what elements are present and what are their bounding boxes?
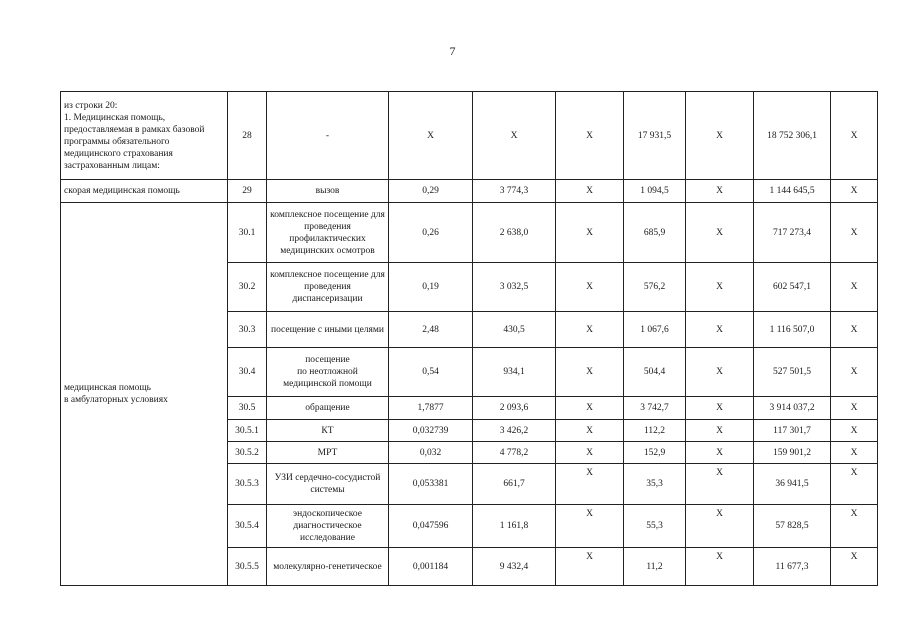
cell-value: X xyxy=(556,348,624,397)
cell-value: X xyxy=(686,548,754,586)
row-number: 30.5.2 xyxy=(228,442,267,464)
row-number: 30.5.3 xyxy=(228,464,267,505)
row-unit: УЗИ сердечно-сосудистой системы xyxy=(267,464,389,505)
cell-value: X xyxy=(686,442,754,464)
row-number: 28 xyxy=(228,92,267,180)
cell-value: 117 301,7 xyxy=(754,420,831,442)
cell-value: X xyxy=(831,505,878,548)
row-number: 30.5.4 xyxy=(228,505,267,548)
cell-value: X xyxy=(556,263,624,312)
cell-value: 152,9 xyxy=(624,442,686,464)
row-number: 30.5.5 xyxy=(228,548,267,586)
cell-value: X xyxy=(686,505,754,548)
cell-value: 2,48 xyxy=(389,312,473,348)
cell-value: 0,54 xyxy=(389,348,473,397)
cell-value: 1 144 645,5 xyxy=(754,180,831,203)
row-unit: КТ xyxy=(267,420,389,442)
row-unit: обращение xyxy=(267,397,389,420)
row-number: 30.4 xyxy=(228,348,267,397)
table-row xyxy=(61,203,878,263)
cell-value: 0,047596 xyxy=(389,505,473,548)
cell-value: 11 677,3 xyxy=(754,548,831,586)
cell-value: X xyxy=(831,263,878,312)
cell-value: X xyxy=(831,312,878,348)
cell-value: X xyxy=(831,203,878,263)
cell-value: X xyxy=(556,420,624,442)
cell-value: 504,4 xyxy=(624,348,686,397)
cell-value: 1,7877 xyxy=(389,397,473,420)
cell-value: 11,2 xyxy=(624,548,686,586)
row-number: 30.5 xyxy=(228,397,267,420)
row-unit: комплексное посещение для проведения диспансеризации xyxy=(267,263,389,312)
cell-value: 112,2 xyxy=(624,420,686,442)
row-unit: посещение с иными целями xyxy=(267,312,389,348)
cell-value: 1 067,6 xyxy=(624,312,686,348)
cell-value: X xyxy=(556,442,624,464)
cell-value: 1 116 507,0 xyxy=(754,312,831,348)
cell-value: 430,5 xyxy=(473,312,556,348)
cell-value: 18 752 306,1 xyxy=(754,92,831,180)
cell-value: X xyxy=(686,180,754,203)
cell-value: 1 161,8 xyxy=(473,505,556,548)
cell-value: X xyxy=(686,263,754,312)
cell-value: X xyxy=(686,464,754,505)
cell-value: 3 774,3 xyxy=(473,180,556,203)
cell-value: X xyxy=(556,180,624,203)
cell-value: 2 093,6 xyxy=(473,397,556,420)
page-number: 7 xyxy=(449,44,456,58)
row-number: 30.2 xyxy=(228,263,267,312)
row-unit: вызов xyxy=(267,180,389,203)
cell-value: X xyxy=(686,397,754,420)
cell-value: X xyxy=(686,203,754,263)
cell-value: 3 032,5 xyxy=(473,263,556,312)
cell-value: X xyxy=(831,464,878,505)
row-unit: молекулярно-генетическое xyxy=(267,548,389,586)
row-group-label: из строки 20: 1. Медицинская помощь, предоставляемая в рамках базовой программы обязательного медицинского страхования застрахованным лицам: xyxy=(61,92,228,180)
cell-value: 3 914 037,2 xyxy=(754,397,831,420)
row-unit: - xyxy=(267,92,389,180)
row-number: 30.3 xyxy=(228,312,267,348)
cell-value: 527 501,5 xyxy=(754,348,831,397)
cell-value: 0,19 xyxy=(389,263,473,312)
cell-value: 4 778,2 xyxy=(473,442,556,464)
cell-value: X xyxy=(556,505,624,548)
cell-value: 0,032 xyxy=(389,442,473,464)
cell-value: X xyxy=(389,92,473,180)
cell-value: 3 742,7 xyxy=(624,397,686,420)
cell-value: 0,001184 xyxy=(389,548,473,586)
financing-table xyxy=(60,91,878,586)
table-row xyxy=(61,92,878,180)
cell-value: X xyxy=(831,442,878,464)
cell-value: X xyxy=(686,420,754,442)
row-unit: посещение по неотложной медицинской помощи xyxy=(267,348,389,397)
cell-value: 55,3 xyxy=(624,505,686,548)
cell-value: X xyxy=(556,203,624,263)
cell-value: 685,9 xyxy=(624,203,686,263)
row-group-label: медицинская помощь в амбулаторных условиях xyxy=(61,203,228,586)
cell-value: X xyxy=(831,397,878,420)
cell-value: X xyxy=(473,92,556,180)
cell-value: 1 094,5 xyxy=(624,180,686,203)
cell-value: X xyxy=(831,548,878,586)
cell-value: X xyxy=(831,348,878,397)
cell-value: X xyxy=(831,180,878,203)
cell-value: 602 547,1 xyxy=(754,263,831,312)
cell-value: X xyxy=(556,548,624,586)
row-unit: комплексное посещение для проведения профилактических медицинских осмотров xyxy=(267,203,389,263)
cell-value: 0,29 xyxy=(389,180,473,203)
cell-value: 57 828,5 xyxy=(754,505,831,548)
cell-value: X xyxy=(556,397,624,420)
cell-value: X xyxy=(686,92,754,180)
cell-value: 159 901,2 xyxy=(754,442,831,464)
cell-value: 2 638,0 xyxy=(473,203,556,263)
row-group-label: скорая медицинская помощь xyxy=(61,180,228,203)
row-unit: эндоскопическое диагностическое исследование xyxy=(267,505,389,548)
cell-value: X xyxy=(556,312,624,348)
cell-value: X xyxy=(831,92,878,180)
table-row xyxy=(61,180,878,203)
row-number: 30.5.1 xyxy=(228,420,267,442)
row-unit: МРТ xyxy=(267,442,389,464)
cell-value: 17 931,5 xyxy=(624,92,686,180)
cell-value: 717 273,4 xyxy=(754,203,831,263)
cell-value: 3 426,2 xyxy=(473,420,556,442)
cell-value: 661,7 xyxy=(473,464,556,505)
cell-value: 934,1 xyxy=(473,348,556,397)
cell-value: 0,053381 xyxy=(389,464,473,505)
cell-value: 9 432,4 xyxy=(473,548,556,586)
cell-value: X xyxy=(831,420,878,442)
cell-value: X xyxy=(686,348,754,397)
cell-value: 36 941,5 xyxy=(754,464,831,505)
cell-value: 576,2 xyxy=(624,263,686,312)
cell-value: 0,032739 xyxy=(389,420,473,442)
cell-value: 0,26 xyxy=(389,203,473,263)
cell-value: X xyxy=(556,464,624,505)
row-number: 29 xyxy=(228,180,267,203)
cell-value: 35,3 xyxy=(624,464,686,505)
cell-value: X xyxy=(556,92,624,180)
cell-value: X xyxy=(686,312,754,348)
row-number: 30.1 xyxy=(228,203,267,263)
